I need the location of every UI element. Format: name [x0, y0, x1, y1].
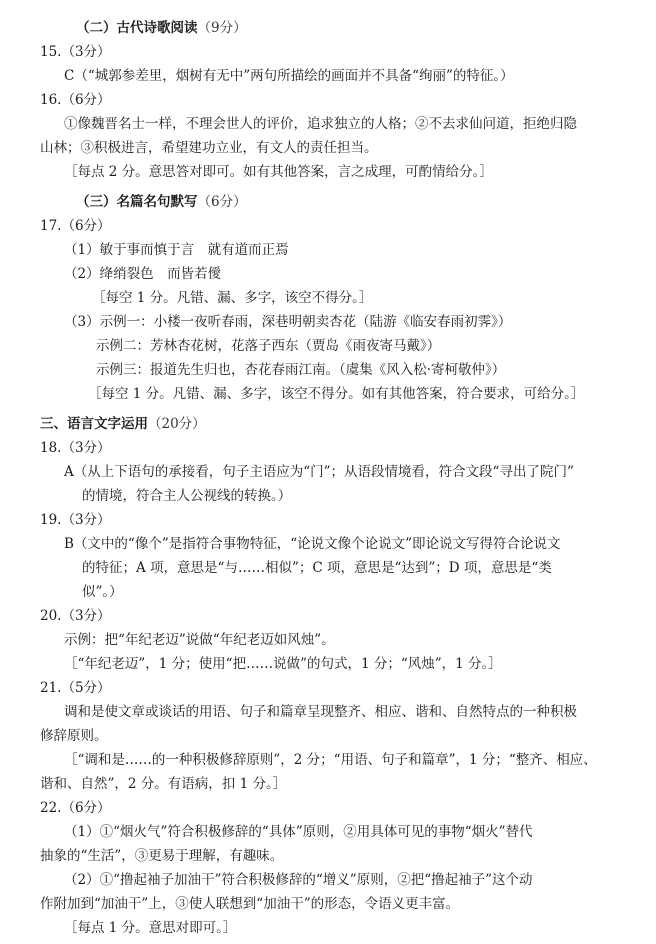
section-title: （二）古代诗歌阅读 — [76, 20, 198, 36]
question-15-answer: C（“城郭参差里，烟树有无中”两句所描绘的画面并不具备“绚丽”的特征。） — [64, 68, 514, 84]
part-title: 三、语言文字运用 — [40, 416, 148, 432]
question-16-line: ①像魏晋名士一样，不理会世人的评价，追求独立的人格；②不去求仙问道，拒绝归隐 — [64, 116, 577, 132]
question-19-line: 的特征；A 项，意思是“与……相似”；C 项，意思是“达到”；D 项，意思是“类 — [82, 560, 552, 576]
question-21-line: 修辞原则。 — [40, 728, 108, 744]
question-22-part-1: 抽象的“生活”，③更易于理解，有趣味。 — [40, 848, 284, 864]
question-19-line: B（文中的“像个”是指符合事物特征，“论说文像个论说文”即论说文写得符合论说文 — [64, 536, 561, 552]
question-22-part-2: 作附加到“加油干”上，③使人联想到“加油干”的形态，令语义更丰富。 — [40, 896, 460, 912]
section-score: （6分） — [197, 194, 247, 210]
question-17-example-3: 示例三：报道先生归也，杏花春雨江南。（虞集《风入松·寄柯敬仲》） — [96, 362, 506, 378]
question-17-item-2: （2）绛绡裂色 而皆若僾 — [64, 266, 222, 282]
question-22-heading: 22.（6分） — [40, 800, 111, 816]
question-21-scoring-rule: 谐和、自然”，2 分。有语病，扣 1 分。］ — [40, 776, 287, 792]
question-20-heading: 20.（3分） — [40, 608, 111, 624]
section-title: （三）名篇名句默写 — [76, 194, 198, 210]
question-16-line: 山林；③积极进言，希望建功立业，有文人的责任担当。 — [40, 140, 378, 156]
question-15-heading: 15.（3分） — [40, 44, 111, 60]
question-17-example-2: 示例二：芳林杏花树，花落子西东（贾岛《雨夜寄马戴》） — [96, 338, 441, 354]
question-19-heading: 19.（3分） — [40, 512, 111, 528]
question-21-scoring-rule: ［“调和是……的一种积极修辞原则”，2 分；“用语、句子和篇章”，1 分；“整齐、相应、 — [64, 752, 597, 768]
question-16-scoring-rule: ［每点 2 分。意思答对即可。如有其他答案，言之成理，可酌情给分。］ — [64, 164, 493, 180]
section-score: （9分） — [197, 20, 247, 36]
question-22-scoring-rule: ［每点 1 分。意思对即可。］ — [64, 920, 237, 936]
question-18-heading: 18.（3分） — [40, 440, 111, 456]
question-16-heading: 16.（6分） — [40, 92, 111, 108]
question-21-line: 调和是使文章或谈话的用语、句子和篇章呈现整齐、相应、谐和、自然特点的一种积极 — [64, 704, 577, 720]
question-17-scoring-rule-1: ［每空 1 分。凡错、漏、多字，该空不得分。］ — [92, 290, 373, 306]
question-22-part-1: （1）①“烟火气”符合积极修辞的“具体”原则，②用具体可见的事物“烟火”替代 — [64, 824, 533, 840]
question-21-heading: 21.（5分） — [40, 680, 111, 696]
part-score: （20分） — [148, 416, 206, 432]
question-17-scoring-rule-2: ［每空 1 分。凡错、漏、多字，该空不得分。如有其他答案，符合要求，可给分。］ — [88, 386, 585, 402]
part-3-heading — [40, 414, 206, 434]
question-17-heading: 17.（6分） — [40, 218, 111, 234]
question-22-part-2: （2）①“撸起袖子加油干”符合积极修辞的“增义”原则，②把“撸起袖子”这个动 — [64, 872, 533, 888]
question-20-scoring-rule: ［“年纪老迈”，1 分；使用“把……说做”的句式，1 分；“风烛”，1 分。］ — [64, 656, 502, 672]
question-17-item-1: （1）敏于事而慎于言 就有道而正焉 — [64, 242, 289, 258]
question-18-line: 的情境，符合主人公视线的转换。） — [82, 488, 292, 504]
question-19-line: 似”。） — [82, 584, 123, 600]
question-17-example-1: （3）示例一：小楼一夜听春雨，深巷明朝卖杏花（陆游《临安春雨初霁》） — [64, 314, 512, 330]
question-18-line: A（从上下语句的承接看，句子主语应为“门”；从语段情境看，符合文段“寻出了院门” — [64, 464, 574, 480]
section-2-heading — [76, 18, 247, 38]
question-20-example: 示例：把“年纪老迈”说做“年纪老迈如风烛”。 — [64, 632, 335, 648]
section-3-heading — [76, 192, 247, 212]
